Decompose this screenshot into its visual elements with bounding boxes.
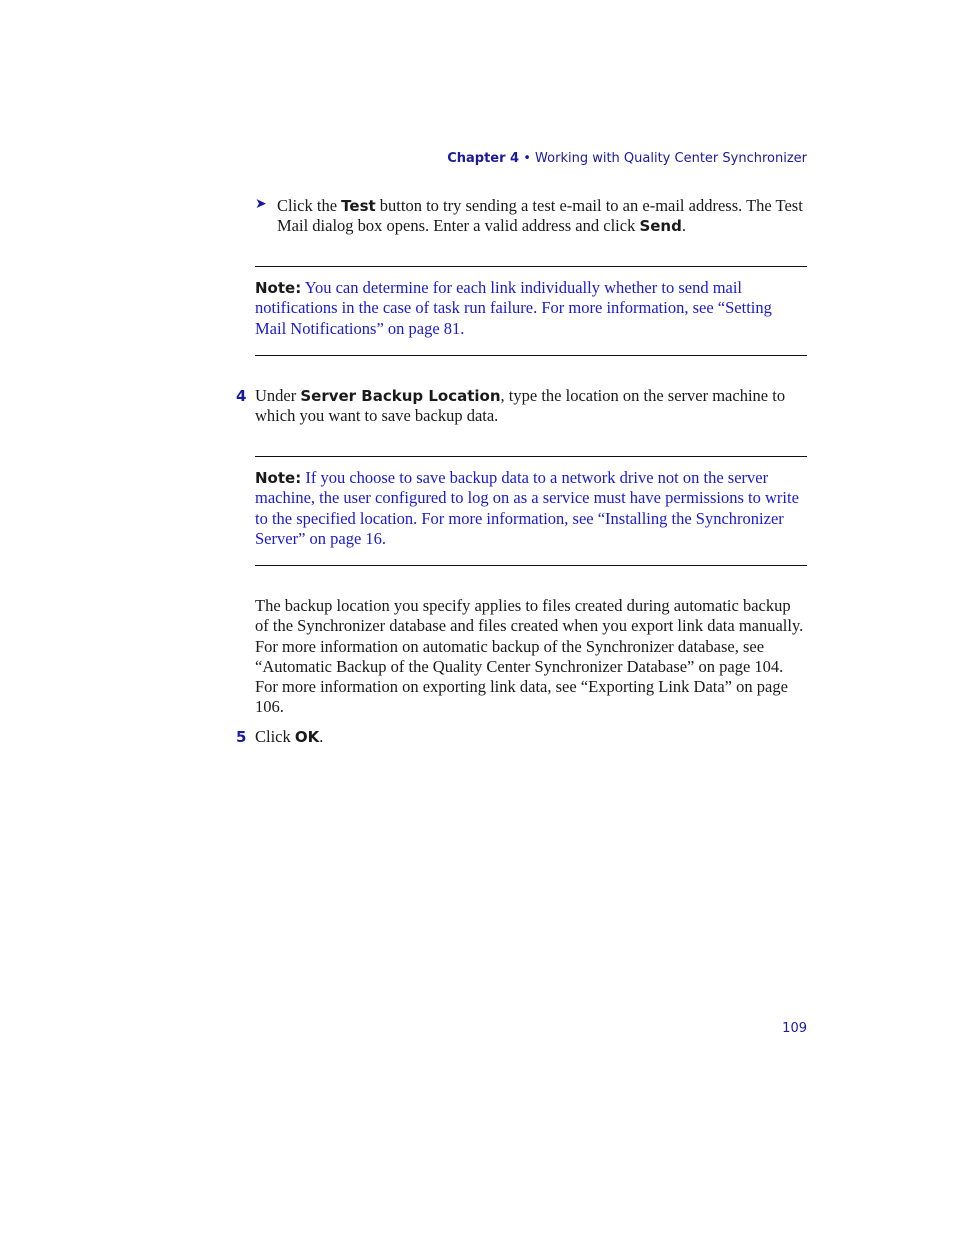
note2-top-rule <box>255 456 807 457</box>
bullet-text-mid: button to try sending a test e-mail to an e-mail address. The Test Mail dialog box opens. Enter a valid address and click <box>277 196 803 236</box>
step5-ok-bold: OK <box>294 728 320 746</box>
step4-text-post: , type the location on the server machine to which you want to save backup data. <box>255 386 786 426</box>
step-4-number: 4 <box>236 387 247 405</box>
bullet-text-post: . <box>681 216 686 236</box>
arrow-bullet-icon: ➤ <box>255 197 267 212</box>
note-2 <box>255 468 807 549</box>
note2-link-text[interactable]: If you choose to save backup data to a network drive not on the server machine, the user configured to log on as a service must have permissions to write to the specified location. For more information, see “Installing the Synchronizer Server” on page 16. <box>255 468 799 548</box>
note2-label: Note: <box>255 469 302 487</box>
header-chapter: Chapter 4 <box>447 151 520 166</box>
page-number: 109 <box>782 1021 807 1036</box>
note1-link-text[interactable]: You can determine for each link individually whether to send mail notifications in the case of task run failure. For more information, see “Setting Mail Notifications” on page 81. <box>255 278 772 338</box>
step4-text-pre: Under <box>255 386 301 405</box>
note1-bottom-rule <box>255 355 807 356</box>
note2-bottom-rule <box>255 565 807 566</box>
header-title: Working with Quality Center Synchronizer <box>535 151 807 166</box>
note-1 <box>255 278 807 339</box>
header-separator: • <box>519 151 536 166</box>
bullet-item <box>277 196 817 237</box>
step4-bold: Server Backup Location <box>300 387 501 405</box>
step-5-number: 5 <box>236 728 247 746</box>
step5-text-pre: Click <box>255 727 295 746</box>
step5-text-post: . <box>319 727 324 746</box>
note1-label: Note: <box>255 279 302 297</box>
bullet-send-bold: Send <box>639 217 682 236</box>
bullet-test-bold: Test <box>341 197 376 215</box>
step-4-text <box>255 386 807 427</box>
running-header <box>447 151 807 166</box>
bullet-text-pre: Click the <box>277 196 342 215</box>
note1-top-rule <box>255 266 807 267</box>
step-5-text <box>255 727 807 747</box>
backup-paragraph: The backup location you specify applies to files created during automatic backup of the Synchronizer database and files created when you export link data manually. For more information on automatic backup of the Synchronizer database, see “Automatic Backup of the Quality Center Synchronizer Database” on page 104. For more information on exporting link data, see “Exporting Link Data” on page 106. <box>255 596 804 717</box>
